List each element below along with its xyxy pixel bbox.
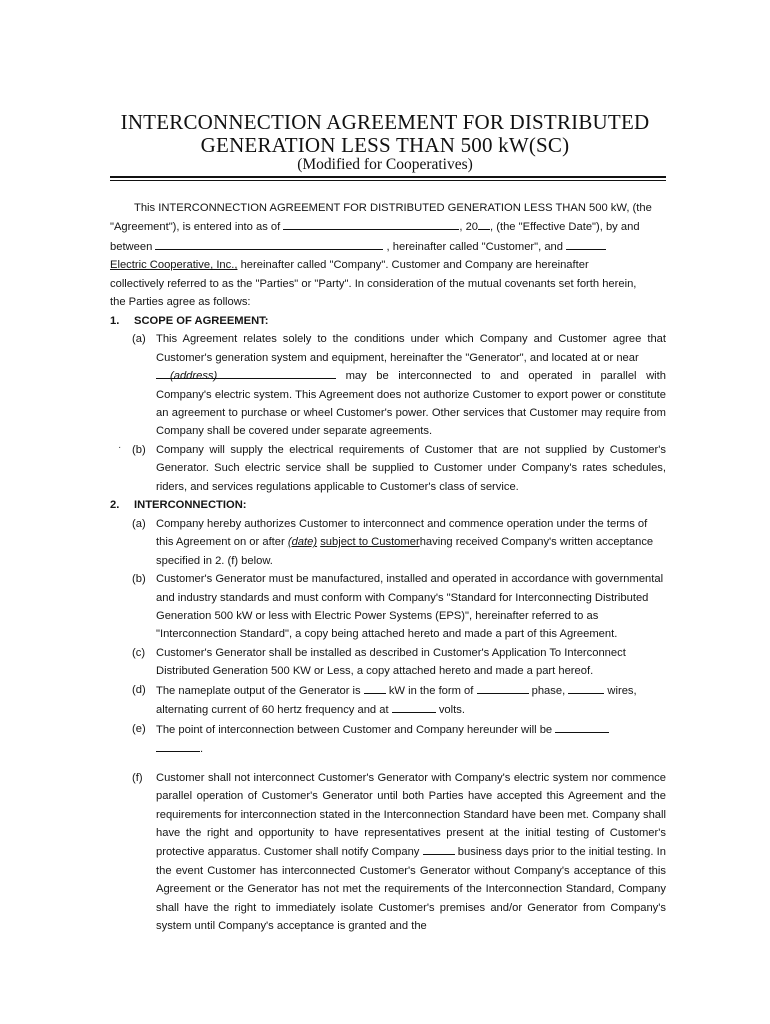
scan-mark: · xyxy=(118,442,122,453)
intro-paragraph xyxy=(110,199,666,312)
intro-line-3b: , hereinafter called "Customer", and xyxy=(386,240,563,253)
section-2-title: INTERCONNECTION: xyxy=(134,499,247,512)
company-name: Electric Cooperative, Inc., xyxy=(110,259,238,272)
section-2e-text: The point of interconnection between Customer and Company hereunder will be xyxy=(156,723,553,736)
subject-to-customer: subject to Customer xyxy=(320,536,420,549)
section-2a-text-1: Company hereby authorizes Customer to interconnect and commence operation under the terms of this Agreement on or after xyxy=(156,517,648,549)
section-2d-text-2: kW in the form of xyxy=(388,684,474,697)
section-2d-text-1: The nameplate output of the Generator is xyxy=(156,684,361,697)
agreement-body xyxy=(110,199,666,936)
document-subtitle: (Modified for Cooperatives) xyxy=(297,156,473,173)
date-blank xyxy=(283,217,459,230)
section-2c-text: Customer's Generator shall be installed as described in Customer's Application To Interconnect Distributed Generation 500 KW or Less, a copy attached hereto and made a part hereof. xyxy=(156,646,626,678)
section-1b-text: Company will supply the electrical requirements of Customer that are not supplied by Customer's Generator. Such electric service shall be supplied to Customer under Company's rates schedules, riders, and services regulations applicable to Customer's class of service. xyxy=(156,443,666,493)
notice-days-blank xyxy=(423,842,455,855)
customer-name-blank xyxy=(155,237,383,250)
item-label: (b) xyxy=(132,443,146,456)
intro-line-5: collectively referred to as the "Parties" or "Party". In consideration of the mutual covenants set forth herein, xyxy=(110,277,637,290)
address-blank: (address) xyxy=(156,367,336,379)
section-2d-text-6: volts. xyxy=(438,704,465,717)
section-2b xyxy=(132,570,666,644)
section-2b-text: Customer's Generator must be manufactured, installed and operated in accordance with governmental and industry standards and must conform with Company's "Standard for Interconnecting Distributed Generation 500 kW or less with Electric Power Systems (EPS)", hereinafter referred to as "Interconnection Standard", a copy being attached hereto and made a part of this Agreement. xyxy=(156,573,664,641)
document-title-line-2: GENERATION LESS THAN 500 kW(SC) xyxy=(200,133,570,157)
section-2a xyxy=(132,515,666,570)
title-rule-thin xyxy=(110,180,666,181)
intro-line-2a: "Agreement"), is entered into as of xyxy=(110,221,281,234)
section-2a-text-2: having received Company's written acceptance specified in 2. (f) below. xyxy=(156,536,654,567)
item-label: (c) xyxy=(132,646,146,659)
section-1-heading xyxy=(110,312,666,330)
item-label: (a) xyxy=(132,333,146,346)
date-placeholder: (date) xyxy=(287,536,318,549)
section-1b xyxy=(132,441,666,496)
title-rule-thick xyxy=(110,176,666,178)
section-2d-text-4: wires, xyxy=(607,684,637,697)
intro-line-2b: , 20 xyxy=(459,221,479,234)
phase-blank xyxy=(477,681,529,694)
wires-blank xyxy=(568,681,604,694)
section-2d-text-5: alternating current of 60 hertz frequency and at xyxy=(156,704,389,717)
interconnection-point-blank-cont xyxy=(156,739,200,752)
item-label: (f) xyxy=(132,771,143,784)
item-label: (a) xyxy=(132,517,146,530)
section-2-heading xyxy=(110,496,666,514)
section-2d xyxy=(132,681,666,720)
document-title-line-1: INTERCONNECTION AGREEMENT FOR DISTRIBUTED xyxy=(120,110,650,134)
section-1a xyxy=(132,330,666,441)
intro-line-1: This INTERCONNECTION AGREEMENT FOR DISTRIBUTED GENERATION LESS THAN 500 kW, (the xyxy=(134,202,652,214)
section-2c xyxy=(132,644,666,681)
volts-blank xyxy=(392,700,436,713)
year-blank xyxy=(478,217,490,230)
section-2f-text-1: Customer shall not interconnect Customer's Generator with Company's electric system nor commence parallel operation of Customer's Generator until both Parties have accepted this Agreement and the requirements for interconnection stated in the Interconnection Standard have been met. Company shall have the right and opportunity to have representatives present at the initial testing of Customer's protective apparatus. Customer shall notify Company xyxy=(156,771,666,859)
intro-line-3a: between xyxy=(110,240,153,253)
item-label: (e) xyxy=(132,722,146,735)
interconnection-point-blank xyxy=(555,720,609,733)
item-label: (d) xyxy=(132,683,146,696)
section-2f-text-2: business days prior to the initial testing. In the event Customer has interconnected Customer's Generator without Company's acceptance of this Agreement or the Generator has not met the requirements of the Interconnection Standard, Company shall have the right to immediately isolate Customer's premises and/or Generator from Company's system until Company's acceptance is granted and the xyxy=(156,846,666,933)
section-2d-text-3: phase, xyxy=(531,684,566,697)
section-2e: (e) The point of interconnection between Customer and Company hereunder will be . xyxy=(132,720,666,759)
cooperative-name-blank xyxy=(566,237,606,250)
section-2f xyxy=(132,769,666,936)
section-1-title: SCOPE OF AGREEMENT: xyxy=(134,314,269,327)
intro-line-4b: hereinafter called "Company". Customer and Company are hereinafter xyxy=(240,259,589,272)
kw-blank xyxy=(364,681,386,694)
section-1-number: 1. xyxy=(110,314,120,327)
section-2-number: 2. xyxy=(110,499,120,512)
intro-line-6: the Parties agree as follows: xyxy=(110,296,251,309)
section-1a-text-2: may be interconnected to and operated in parallel with Company's electric system. This Agreement does not authorize Customer to export power or constitute an agreement to purchase or wheel Customer's power. Other services that Customer may require from Company shall be covered under separate agreements. xyxy=(156,370,666,438)
intro-line-2c: , (the "Effective Date"), by and xyxy=(490,221,640,234)
section-1a-text-1: This Agreement relates solely to the conditions under which Company and Customer agree that Customer's generation system and equipment, hereinafter the "Generator", and located at or near xyxy=(156,333,666,364)
item-label: (b) xyxy=(132,573,146,586)
